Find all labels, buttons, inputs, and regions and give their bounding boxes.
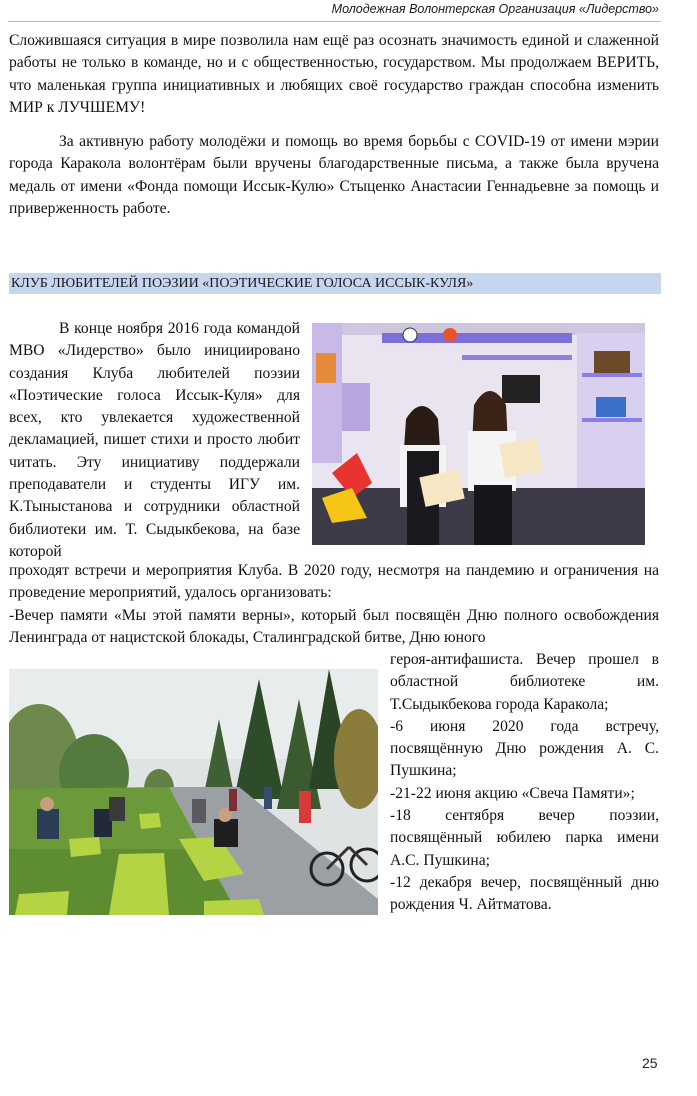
event-item: -12 декабря вечер, посвящённый дню рождения Ч. Айтматова.	[390, 873, 659, 914]
paragraph-situation: Сложившаяся ситуация в мире позволила нам ещё раз осознать значимость единой и слаженной работы не только в команде, но и с общественностью, государством. Мы продолжаем ВЕРИТЬ, что маленькая группа инициативных и любящих своё государство граждан способна изменить МИР к ЛУЧШЕМУ!	[9, 32, 659, 116]
event-item: -21-22 июня акцию «Свеча Памяти»;	[390, 784, 635, 802]
event-leningrad-end: героя-антифашиста. Вечер прошел в областной библиотеке им. Т.Сыдыкбекова города Каракола;	[390, 651, 659, 713]
event-item: -6 июня 2020 года встречу, посвящённую Дню рождения А. С. Пушкина;	[390, 717, 659, 780]
poetry-reading-photo-illustration	[312, 323, 645, 545]
paragraph-club-continuation	[9, 560, 659, 649]
paragraph-covid-awards: За активную работу молодёжи и помощь во время борьбы с COVID-19 от имени мэрии города Каракола волонтёрам были вручены благодарственные письма, а также была вручена медаль от имени «Фонда помощи Иссык-Кулю» Стыценко Анастасии Геннадьевне за помощь и приверженность работе.	[9, 133, 659, 217]
running-header: Молодежная Волонтерская Организация «Лидерство»	[331, 2, 659, 16]
section-heading-bar	[9, 273, 661, 294]
section-title: КЛУБ ЛЮБИТЕЛЕЙ ПОЭЗИИ «ПОЭТИЧЕСКИЕ ГОЛОСА ИССЫК-КУЛЯ»	[11, 276, 474, 291]
header-divider	[8, 21, 661, 22]
continuation-text: проходят встречи и мероприятия Клуба. В 2020 году, несмотря на пандемию и ограничения на проведение мероприятий, удалось организовать:	[9, 562, 659, 602]
events-column	[390, 649, 659, 917]
park-event-photo-illustration	[9, 669, 378, 915]
poetry-reading-photo	[312, 323, 645, 545]
paragraph-club-intro: В конце ноября 2016 года командой МВО «Лидерство» было инициировано создания Клуба любителей поэзии «Поэтические голоса Иссык-Куля» для всех, кто увлекается художественной декламацией, пишет стихи и просто любит читать. Эту инициативу поддержали преподаватели и студенты ИГУ им. К.Тыныстанова и сотрудники областной библиотеки им. Т. Сыдыкбекова, на базе которой	[9, 320, 300, 560]
page-number: 25	[642, 1055, 658, 1071]
event-item: -18 сентября вечер поэзии, посвящённый юбилею парка имени А.С. Пушкина;	[390, 807, 659, 869]
park-event-photo	[9, 669, 378, 915]
event-leningrad-start: -Вечер памяти «Мы этой памяти верны», который был посвящён Дню полного освобождения Ленинграда от нацистской блокады, Сталинградской битве, Дню юного	[9, 606, 659, 646]
